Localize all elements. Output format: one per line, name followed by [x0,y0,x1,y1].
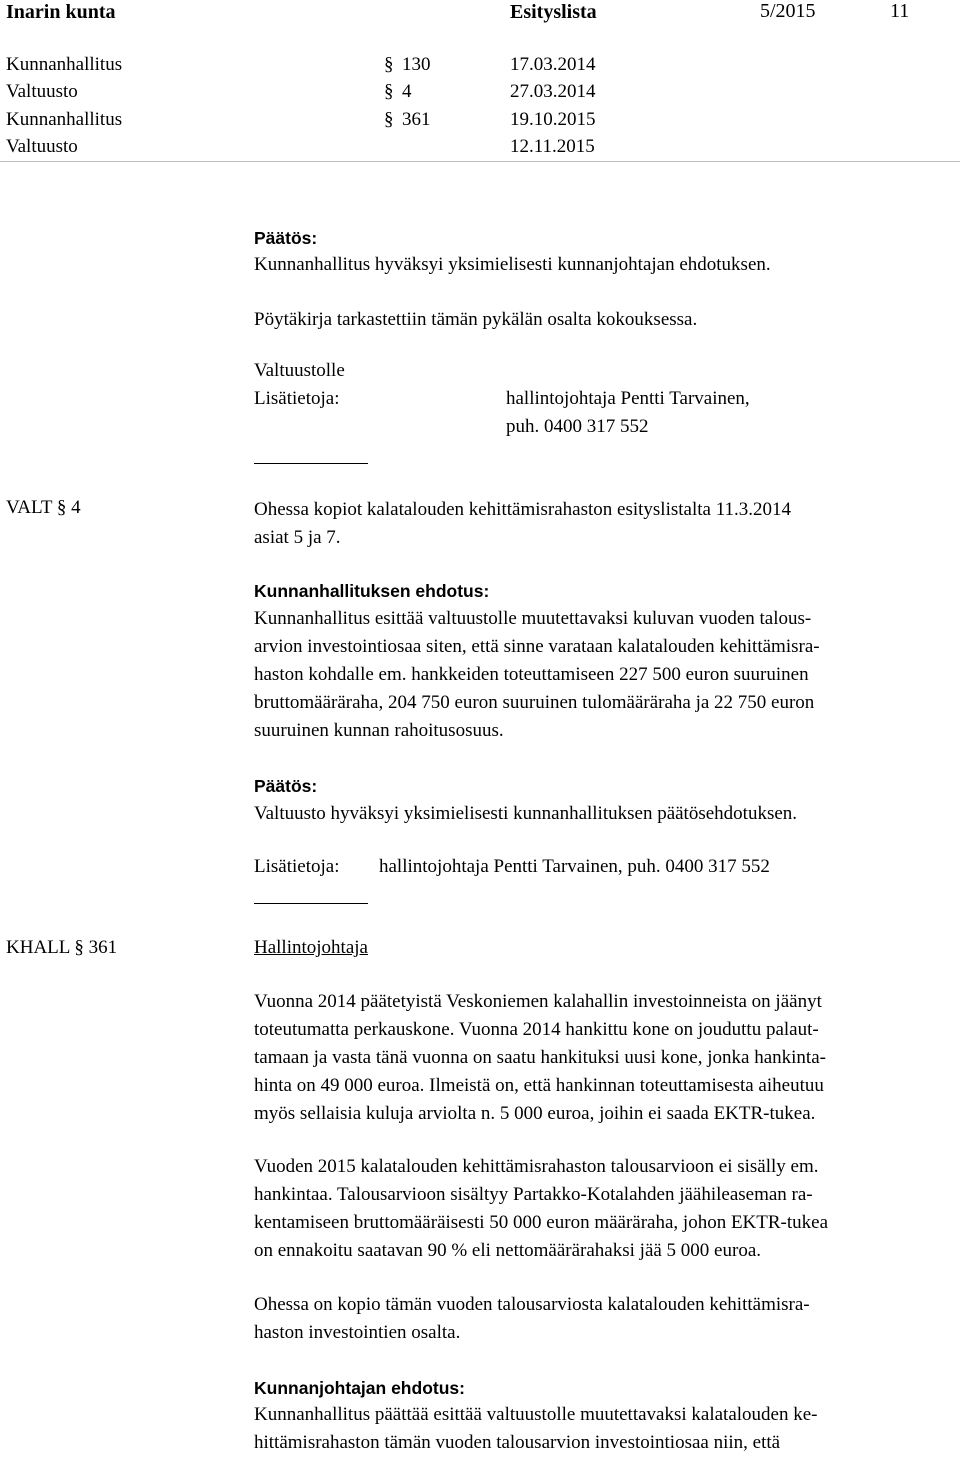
info-contact: hallintojohtaja Pentti Tarvainen, [506,388,750,409]
history-body: Valtuusto [6,81,78,102]
info-label: Lisätietoja: [254,856,340,877]
history-date: 27.03.2014 [510,81,596,102]
section-sign-icon: § [384,81,394,102]
paragraph [254,1291,954,1347]
proposal-text [254,1401,954,1457]
proposal-label: Kunnanjohtajan ehdotus: [254,1378,465,1398]
paragraph-line: hankintaa. Talousarvioon sisältyy Partakko-Kotalahden jäähileaseman ra- [254,1184,813,1205]
info-contact: hallintojohtaja Pentti Tarvainen, puh. 0400 317 552 [379,856,770,877]
history-date: 12.11.2015 [510,136,595,157]
paragraph-line: toteutumatta perkauskone. Vuonna 2014 hankittu kone on jouduttu palaut- [254,1019,819,1040]
section-sign-icon: § [384,54,394,75]
history-body: Kunnanhallitus [6,54,123,75]
municipality-name: Inarin kunta [6,1,116,23]
paragraph-line: bruttomääräraha, 204 750 euron suuruinen tulomääräraha ja 22 750 euron [254,692,815,713]
section-sign-icon: § [56,497,67,518]
document-type: Esityslista [510,1,597,23]
header-divider [0,161,960,162]
decision-label: Päätös: [254,776,318,796]
section-ref-khall [6,934,117,962]
paragraph-line: haston kohdalle em. hankkeiden toteuttamiseen 227 500 euron suuruinen [254,664,809,685]
paragraph [254,988,954,1128]
paragraph-line: Kunnanhallitus esittää valtuustolle muutettavaksi kuluvan vuoden talous- [254,608,812,629]
section-title-line: asiat 5 ja 7. [254,527,341,548]
minutes-note: Pöytäkirja tarkastettiin tämän pykälän osalta kokouksessa. [254,309,698,330]
paragraph-line: suuruinen kunnan rahoitusosuus. [254,720,504,741]
section-end-rule [254,463,368,464]
info-label: Lisätietoja: [254,388,340,409]
history-date: 19.10.2015 [510,109,596,130]
paragraph-line: arvion investointiosaa siten, että sinne varataan kalatalouden kehittämisra- [254,636,820,657]
section-sign-icon: § [384,109,394,130]
section-heading: Hallintojohtaja [254,937,368,958]
document-number: 5/2015 [760,0,816,22]
paragraph-line: hinta on 49 000 euroa. Ilmeistä on, että hankinnan toteuttamisesta aiheutuu [254,1075,824,1096]
paragraph-line: haston investointien osalta. [254,1322,461,1343]
paragraph-line: Vuonna 2014 päätetyistä Veskoniemen kalahallin investoinneista on jäänyt [254,991,822,1012]
section-ref-number: 4 [71,497,81,518]
decision-text: Kunnanhallitus hyväksyi yksimielisesti kunnanjohtajan ehdotuksen. [254,254,771,275]
paragraph-line: myös sellaisia kuluja arviolta n. 5 000 euroa, joihin ei saada EKTR-tukea. [254,1103,816,1124]
paragraph-line: on ennakoitu saatavan 90 % eli nettomäärärahaksi jää 5 000 euroa. [254,1240,761,1261]
proposal-label: Kunnanhallituksen ehdotus: [254,581,490,601]
history-number: 4 [402,81,412,102]
section-title-line: Ohessa kopiot kalatalouden kehittämisrahaston esityslistalta 11.3.2014 [254,499,792,520]
section-ref-label: KHALL [6,937,70,958]
decision-text: Valtuusto hyväksyi yksimielisesti kunnanhallituksen päätösehdotuksen. [254,803,798,824]
history-date: 17.03.2014 [510,54,596,75]
info-phone: puh. 0400 317 552 [506,416,649,437]
section-ref-number: 361 [88,937,118,958]
proposal-text [254,605,954,745]
history-body: Kunnanhallitus [6,109,123,130]
paragraph [254,1153,954,1265]
history-number: 130 [402,54,431,75]
paragraph-line: Ohessa on kopio tämän vuoden talousarviosta kalatalouden kehittämisra- [254,1294,810,1315]
paragraph-line: Kunnanhallitus päättää esittää valtuustolle muutettavaksi kalatalouden ke- [254,1404,818,1425]
paragraph-line: kentamiseen bruttomääräisesti 50 000 euron määräraha, johon EKTR-tukea [254,1212,829,1233]
paragraph-line: Vuoden 2015 kalatalouden kehittämisrahaston talousarvioon ei sisälly em. [254,1156,819,1177]
history-number: 361 [402,109,431,130]
decision-label: Päätös: [254,228,318,248]
paragraph-line: hittämisrahaston tämän vuoden talousarvion investointiosaa niin, että [254,1432,781,1453]
section-sign-icon: § [74,937,84,958]
history-body: Valtuusto [6,136,78,157]
section-end-rule [254,903,368,904]
recipient: Valtuustolle [254,360,345,381]
paragraph-line: tamaan ja vasta tänä vuonna on saatu hankituksi uusi kone, jonka hankinta- [254,1047,826,1068]
section-ref-valt [6,494,81,522]
page-number: 11 [890,0,910,22]
section-ref-label: VALT [6,497,53,518]
